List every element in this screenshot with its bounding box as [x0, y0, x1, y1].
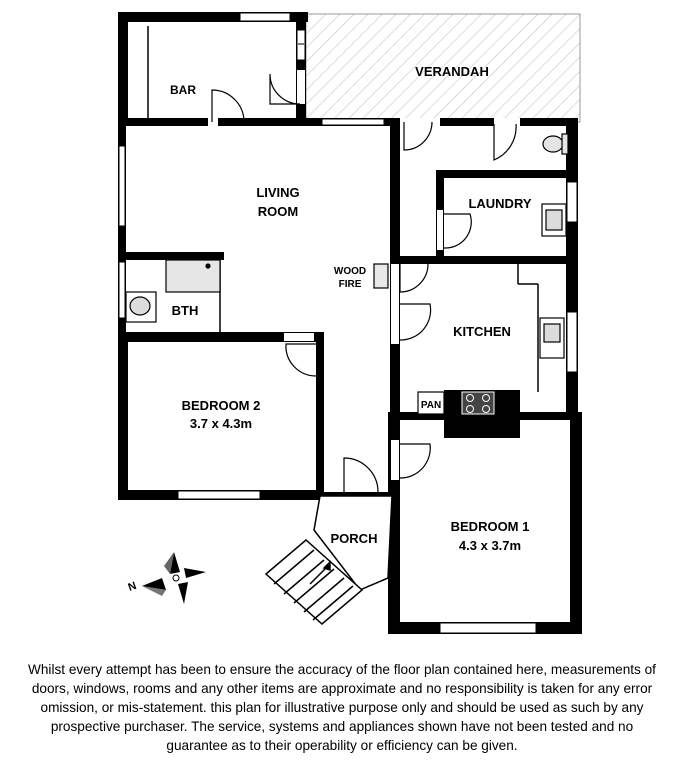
cooktop-icon	[462, 392, 494, 414]
bath-label: BTH	[171, 303, 199, 318]
wood-fire-label-line1: WOOD	[333, 266, 367, 277]
bedroom2-name: BEDROOM 2	[181, 398, 261, 413]
laundry-label: LAUNDRY	[468, 196, 532, 211]
bedroom2-size: 3.7 x 4.3m	[189, 416, 253, 431]
bar-label: BAR	[170, 83, 196, 97]
porch-label: PORCH	[330, 531, 378, 546]
living-label-line1: LIVING	[256, 185, 300, 200]
pantry-label: PAN	[420, 400, 442, 411]
kitchen-label: KITCHEN	[453, 324, 511, 339]
bedroom1-name: BEDROOM 1	[450, 519, 530, 534]
verandah-label: VERANDAH	[415, 64, 489, 79]
laundry-tub-icon	[542, 204, 566, 236]
room-labels	[170, 64, 532, 553]
wood-fire-label-line2: FIRE	[338, 279, 362, 290]
toilet-icon	[543, 134, 568, 154]
wood-fire-icon	[374, 264, 388, 288]
kitchen-sink-icon	[540, 318, 564, 358]
compass-letter: N	[126, 579, 139, 594]
bedroom1-size: 4.3 x 3.7m	[458, 538, 522, 553]
compass-icon	[142, 552, 206, 604]
living-label-line2: ROOM	[257, 204, 299, 219]
disclaimer-text: Whilst every attempt has been to ensure the accuracy of the floor plan contained here, measurements of doors, windows, rooms and any other items are approximate and no responsibility is taken for any error omission, or mis-statement. this plan for illustrative purpose only and should be used as such by any prospective purchaser. The service, systems and appliances shown have not been tested and no guarantee as to their operability or efficiency can be given.	[28, 662, 656, 753]
